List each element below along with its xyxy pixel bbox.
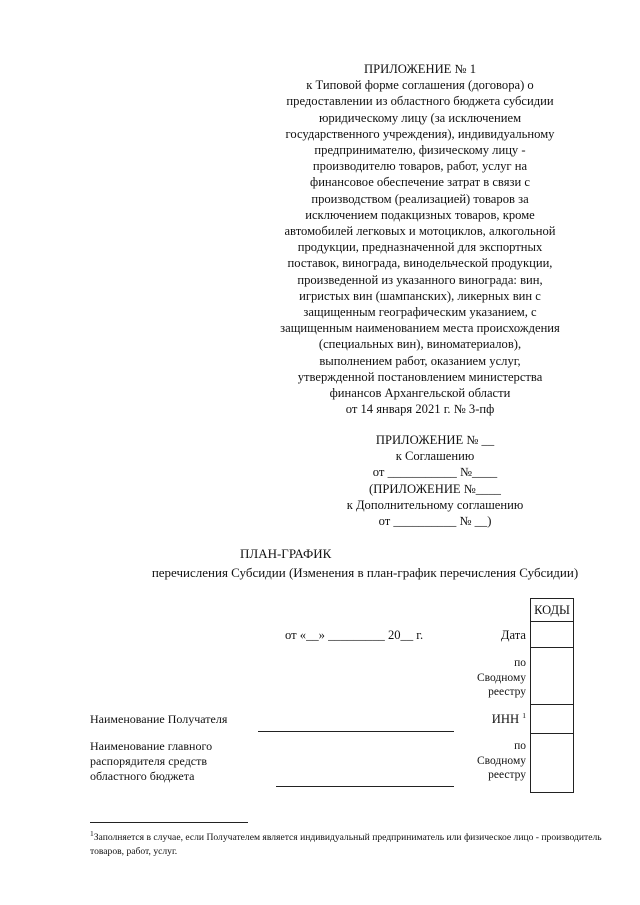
svod-label-line: по — [514, 740, 526, 752]
annex-line: поставок, винограда, винодельческой продукции, — [287, 256, 553, 271]
code-cell-inn[interactable] — [531, 705, 574, 734]
inn-footnote-mark: 1 — [522, 710, 526, 720]
agreement-annex — [300, 432, 570, 529]
annex-line: утвержденной постановлением министерства — [297, 369, 543, 384]
annex-header — [270, 61, 570, 417]
annex-line: производителю товаров, работ, услуг на — [312, 159, 528, 174]
code-cell-svod1[interactable] — [531, 648, 574, 705]
svod-label-line: Сводному — [476, 671, 526, 684]
annex-line: продукции, предназначенной для экспортных — [297, 240, 543, 255]
main-administrator-label — [90, 739, 212, 784]
date-label: Дата — [500, 628, 526, 642]
svod-label-1 — [460, 656, 526, 700]
code-row-inn — [531, 705, 574, 734]
annex-line: (специальных вин), виноматериалов), — [318, 337, 522, 352]
agreement-annex-line: от ___________ №____ — [372, 465, 498, 480]
footnote — [90, 828, 610, 859]
inn-label-text: ИНН — [491, 712, 520, 726]
annex-line: предпринимателю, физическому лицу - — [314, 143, 526, 158]
annex-line: финансов Архангельской области — [329, 386, 511, 401]
agreement-annex-line: к Дополнительному соглашению — [346, 497, 524, 512]
code-cell-svod2[interactable] — [531, 734, 574, 793]
annex-line: защищенным наименованием места происхождения — [280, 321, 560, 336]
annex-line: выполнением работ, оказанием услуг, — [319, 353, 521, 368]
main-administrator-input-line[interactable] — [276, 786, 454, 787]
recipient-input-line[interactable] — [258, 731, 454, 732]
annex-line: ПРИЛОЖЕНИЕ № 1 — [364, 62, 476, 76]
annex-line: защищенным географическим указанием, с — [303, 305, 537, 320]
code-cell-date[interactable] — [531, 622, 574, 648]
code-row-date — [531, 622, 574, 648]
annex-line: финансовое обеспечение затрат в связи с — [310, 175, 530, 190]
svod-label-line: Сводному — [476, 754, 526, 767]
document-title: ПЛАН-ГРАФИК — [240, 546, 332, 561]
main-administrator-line: Наименование главного — [90, 739, 213, 753]
recipient-label: Наименование Получателя — [90, 712, 228, 726]
footnote-text: Заполняется в случае, если Получателем является индивидуальный предприниматель или физическое лицо - производитель товаров, работ, услуг. — [90, 832, 602, 857]
annex-line: государственного учреждения), индивидуальному — [285, 126, 555, 141]
codes-table — [530, 598, 574, 793]
footnote-separator — [90, 822, 248, 823]
svod-label-line: по — [514, 657, 526, 669]
annex-line: исключением подакцизных товаров, кроме — [305, 207, 535, 222]
codes-header-row — [531, 599, 574, 622]
annex-line: произведенной из указанного винограда: вин, — [297, 272, 543, 287]
footnote-mark: 1 — [90, 828, 94, 838]
code-row-svod2 — [531, 734, 574, 793]
codes-header: КОДЫ — [531, 599, 574, 622]
agreement-annex-line: к Соглашению — [395, 449, 475, 464]
annex-line: производством (реализацией) товаров за — [311, 191, 529, 206]
main-administrator-line: областного бюджета — [90, 769, 195, 783]
agreement-annex-line: ПРИЛОЖЕНИЕ № __ — [375, 433, 495, 447]
code-row-svod1 — [531, 648, 574, 705]
annex-line: игристых вин (шампанских), ликерных вин с — [299, 288, 541, 303]
annex-line: к Типовой форме соглашения (договора) о — [306, 78, 534, 93]
svod-label-line: реестру — [488, 686, 526, 698]
main-administrator-line: распорядителя средств — [90, 754, 208, 768]
svod-label-2 — [460, 739, 526, 783]
document-subtitle: перечисления Субсидии (Изменения в план-график перечисления Субсидии) — [151, 565, 579, 580]
annex-line: автомобилей легковых и мотоциклов, алкогольной — [284, 224, 556, 239]
agreement-annex-line: от __________ № __) — [378, 514, 492, 529]
annex-line: юридическому лицу (за исключением — [318, 110, 522, 125]
inn-label — [460, 712, 526, 727]
agreement-annex-line: (ПРИЛОЖЕНИЕ №____ — [369, 481, 501, 496]
date-line: от «__» _________ 20__ г. — [285, 628, 424, 642]
annex-line: предоставлении из областного бюджета субсидии — [286, 94, 554, 109]
svod-label-line: реестру — [488, 769, 526, 781]
annex-line: от 14 января 2021 г. № 3-пф — [345, 402, 495, 417]
